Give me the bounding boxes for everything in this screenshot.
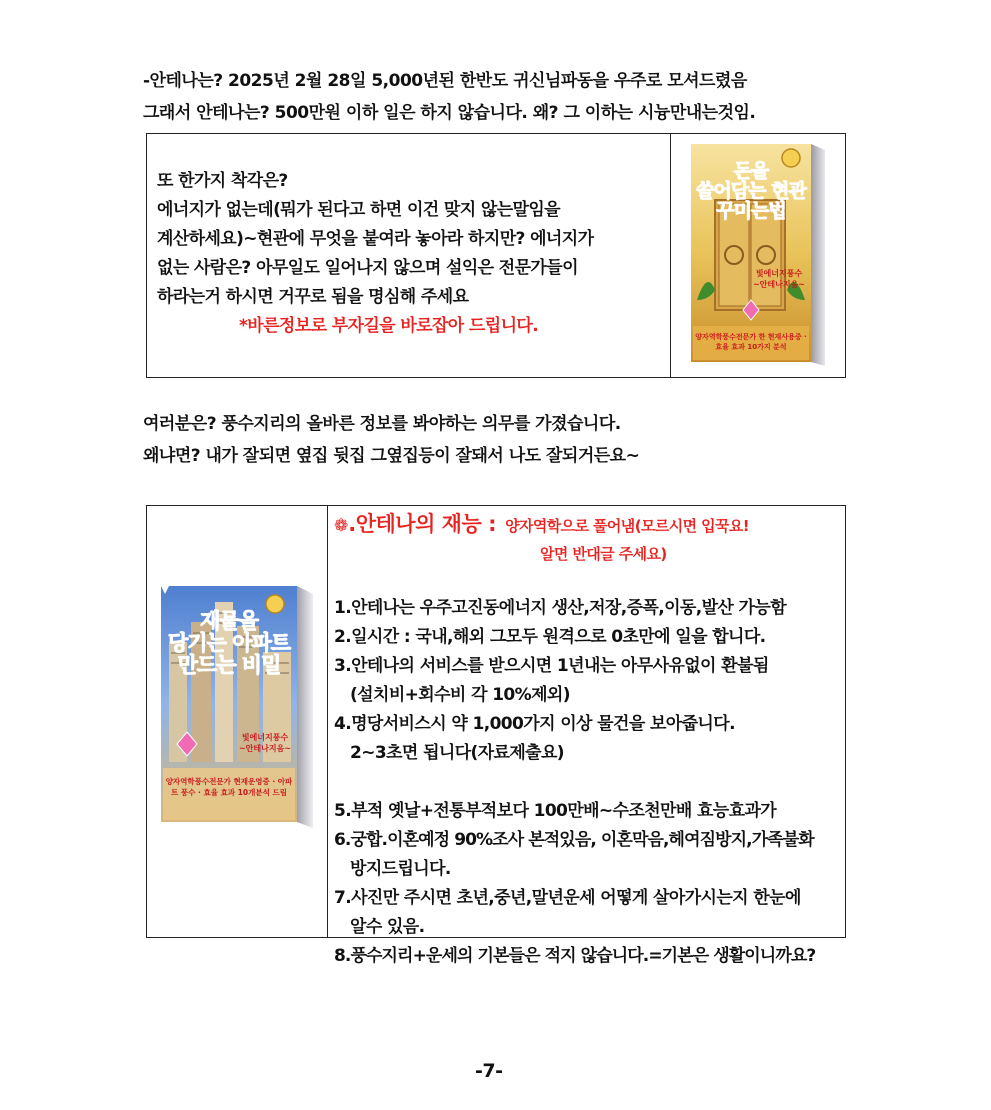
talent-list-spacer bbox=[334, 768, 815, 797]
info-box-2-text-cell bbox=[328, 506, 845, 966]
book1-author-1: 빛에너지풍수 bbox=[755, 269, 803, 278]
book2-author-1: 빛에너지풍수 bbox=[241, 733, 289, 742]
talent-item: 8.풍수지리+운세의 기본들은 적지 않습니다.=기본은 생활이니까요? bbox=[334, 946, 816, 966]
page-number: -7- bbox=[475, 1060, 503, 1082]
talent-item-cont: (설치비+회수비 각 10%제외) bbox=[350, 685, 570, 705]
talent-list bbox=[334, 594, 815, 971]
book2-bottom-text: 양자역학풍수전문가 현재운영중 · 아파트 풍수 · 효율 효과 10개분석 드림 bbox=[165, 777, 293, 797]
book2-title-2: 당기는 아파트 bbox=[167, 631, 291, 656]
box1-line: 또 한가지 착각은? bbox=[157, 171, 288, 191]
talent-item: 1.안테나는 우주고진동에너지 생산,저장,증폭,이동,발산 가능함 bbox=[334, 598, 787, 618]
book1-title-1: 돈을 bbox=[733, 160, 769, 182]
book1-title-2: 쓸어담는 현관 bbox=[696, 179, 806, 202]
middle-line-2: 왜냐면? 내가 잘되면 옆집 뒷집 그옆집등이 잘돼서 나도 잘되거든요~ bbox=[143, 446, 640, 466]
book-cover-apartment bbox=[157, 582, 317, 832]
book2-title-1: 재물을 bbox=[200, 609, 258, 633]
talent-heading bbox=[334, 508, 749, 538]
middle-line-1: 여러분은? 풍수지리의 올바른 정보를 봐야하는 의무를 가졌습니다. bbox=[143, 414, 621, 434]
info-box-1 bbox=[146, 133, 846, 378]
book1-author-2: ~안테나지음~ bbox=[752, 280, 806, 289]
book-cover-entrance bbox=[687, 140, 827, 370]
book2-title-3: 만드는 비밀 bbox=[177, 653, 281, 678]
talent-heading-sub-1: 양자역학으로 풀어냄(모르시면 입꾹요! bbox=[505, 517, 750, 535]
talent-heading-title: .안테나의 재능 : bbox=[348, 512, 496, 536]
info-box-2 bbox=[146, 505, 846, 966]
talent-item: 6.궁합.이혼예정 90%조사 본적있음, 이혼막음,헤여짐방지,가족불화 bbox=[334, 830, 814, 850]
talent-item: 5.부적 옛날+전통부적보다 100만배~수조천만배 효능효과가 bbox=[334, 801, 777, 821]
flower-icon: ❁ bbox=[334, 516, 349, 536]
intro-line-1: -안테나는? 2025년 2월 28일 5,000년된 한반도 귀신님파동을 우주로 모셔드렸음 bbox=[143, 71, 747, 91]
info-box-2-image-cell bbox=[147, 506, 328, 937]
talent-heading-sub-2: 알면 반대글 주세요) bbox=[540, 545, 667, 563]
box1-line: 에너지가 없는데(뭐가 된다고 하면 이건 맞지 않는말임을 bbox=[157, 200, 560, 220]
talent-item: 2.일시간 : 국내,해외 그모두 원격으로 0초만에 일을 합니다. bbox=[334, 627, 766, 647]
box1-line: 계산하세요)~현관에 무엇을 붙여라 놓아라 하지만? 에너지가 bbox=[157, 229, 594, 249]
talent-item-cont: 알수 있음. bbox=[350, 917, 425, 937]
talent-item: 7.사진만 주시면 초년,중년,말년운세 어떻게 살아가시는지 한눈에 bbox=[334, 888, 801, 908]
box1-line: 없는 사람은? 아무일도 일어나지 않으며 설익은 전문가들이 bbox=[157, 258, 578, 278]
info-box-1-text-cell bbox=[147, 134, 671, 377]
info-box-1-image-cell bbox=[671, 134, 845, 377]
box1-line: 하라는거 하시면 거꾸로 됨을 명심해 주세요 bbox=[157, 287, 469, 307]
box1-red-line: *바른정보로 부자길을 바로잡아 드립니다. bbox=[239, 316, 539, 336]
talent-item: 3.안테나의 서비스를 받으시면 1년내는 아무사유없이 환불됨 bbox=[334, 656, 769, 676]
talent-item: 4.명당서비스시 약 1,000가지 이상 물건을 보아줍니다. bbox=[334, 714, 735, 734]
intro-line-2: 그래서 안테나는? 500만원 이하 일은 하지 않습니다. 왜? 그 이하는 시늉만내는것임. bbox=[143, 103, 756, 123]
talent-item-cont: 2~3초면 됩니다(자료제출요) bbox=[350, 743, 564, 763]
book1-title-3: 꾸미는법 bbox=[716, 199, 786, 222]
talent-item-cont: 방지드립니다. bbox=[350, 859, 451, 879]
book2-author-2: ~안테나지음~ bbox=[238, 744, 292, 753]
book1-bottom-text: 양자역학풍수전문가 한 현재사용중 · 효율 효과 10가지 분석 bbox=[695, 333, 807, 351]
